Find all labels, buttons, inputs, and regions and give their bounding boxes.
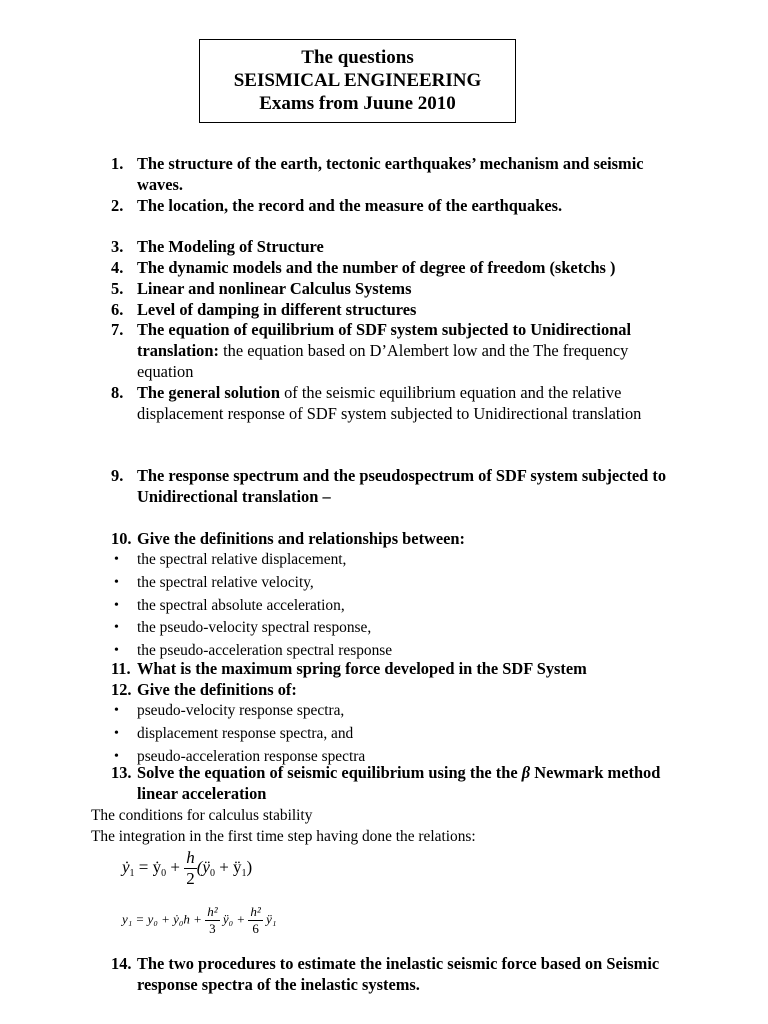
formula-term: (ÿ xyxy=(196,857,210,877)
question-9 xyxy=(111,466,671,508)
formula-fraction xyxy=(248,904,262,937)
question-text: Give the definitions of: xyxy=(137,680,297,699)
question-number: 3. xyxy=(111,237,124,256)
question-14 xyxy=(111,954,671,996)
formula-fraction xyxy=(184,848,197,889)
list-item: • the spectral relative displacement, xyxy=(111,549,392,572)
title-line-1: The questions xyxy=(301,47,414,68)
formula-displacement xyxy=(122,904,276,937)
list-item: • the spectral absolute acceleration, xyxy=(111,595,392,618)
question-number: 13. xyxy=(111,763,132,782)
question-3 xyxy=(111,237,691,258)
title-line-3: Exams from Juune 2010 xyxy=(259,93,456,114)
question-text: The general solution xyxy=(137,383,280,402)
question-detail: the equation based on D’Alembert low and the The frequency equation xyxy=(137,340,629,381)
formula-sub: 0 xyxy=(161,868,167,880)
formula-term: ÿ₁ xyxy=(262,911,277,927)
question-number: 7. xyxy=(111,320,124,339)
question-text: The Modeling of Structure xyxy=(137,237,324,256)
question-text: The two procedures to estimate the inelastic seismic force based on Seismic response spectra of the inelastic systems. xyxy=(137,954,660,994)
formula-term: = ẏ xyxy=(134,857,162,877)
question-text: Linear and nonlinear Calculus Systems xyxy=(137,279,412,298)
beta-symbol: β xyxy=(521,763,531,782)
question-text: The response spectrum and the pseudospectrum of SDF system subjected to Unidirectional translation – xyxy=(137,466,667,506)
fraction-den: 2 xyxy=(186,869,195,888)
question-text: Level of damping in different structures xyxy=(137,300,417,319)
question-1 xyxy=(111,154,691,196)
bullet-list-12 xyxy=(111,700,365,768)
bullet-list-10 xyxy=(111,549,392,663)
list-item: • pseudo-acceleration response spectra xyxy=(111,746,365,769)
question-number: 10. xyxy=(111,529,132,548)
question-text: What is the maximum spring force developed in the SDF System xyxy=(137,659,587,678)
fraction-num: h² xyxy=(250,904,261,919)
question-7 xyxy=(111,320,681,382)
question-number: 4. xyxy=(111,258,124,277)
formula-velocity xyxy=(122,848,252,889)
title-box xyxy=(199,39,516,123)
question-number: 6. xyxy=(111,300,124,319)
question-text: The structure of the earth, tectonic earthquakes’ mechanism and seismic waves. xyxy=(137,154,644,194)
integration-line: The integration in the first time step having done the relations: xyxy=(91,828,476,845)
fraction-num: h² xyxy=(207,904,218,919)
question-number: 11. xyxy=(111,659,131,678)
formula-term: + ÿ xyxy=(214,857,242,877)
question-number: 12. xyxy=(111,680,132,699)
question-number: 5. xyxy=(111,279,124,298)
question-12 xyxy=(111,680,691,701)
formula-sub: 1 xyxy=(241,868,247,880)
question-text: Give the definitions and relationships between: xyxy=(137,529,465,548)
question-11 xyxy=(111,659,691,680)
list-item: • the spectral relative velocity, xyxy=(111,572,392,595)
title-line-2: SEISMICAL ENGINEERING xyxy=(233,70,482,91)
question-number: 2. xyxy=(111,196,124,215)
formula-term: ) xyxy=(246,857,253,877)
question-number: 8. xyxy=(111,383,124,402)
formula-sub: 0 xyxy=(209,868,215,880)
question-detail: of the seismic equilibrium equation and the relative displacement response of SDF system subjected to Unidirectional translation xyxy=(137,383,642,423)
question-text: The dynamic models and the number of degree of freedom (sketchs ) xyxy=(137,258,616,277)
list-item: • displacement response spectra, and xyxy=(111,723,365,746)
question-13 xyxy=(111,763,671,805)
question-text-cont: Newmark method linear acceleration xyxy=(137,763,661,803)
fraction-num: h xyxy=(186,848,195,867)
list-item: • pseudo-velocity response spectra, xyxy=(111,700,365,723)
fraction-den: 6 xyxy=(252,921,259,936)
formula-term: + xyxy=(166,857,185,877)
question-number: 1. xyxy=(111,154,124,173)
list-item: • the pseudo-acceleration spectral response xyxy=(111,640,392,663)
question-8 xyxy=(111,383,691,425)
question-text: Solve the equation of seismic equilibrium using the the xyxy=(137,763,518,782)
formula-sub: 1 xyxy=(129,868,135,880)
question-number: 9. xyxy=(111,466,124,485)
stability-line: The conditions for calculus stability xyxy=(91,807,313,824)
formula-fraction xyxy=(205,904,219,937)
formula-term: ẏ xyxy=(122,857,130,877)
question-2 xyxy=(111,196,691,217)
question-10 xyxy=(111,529,691,550)
question-text: The equation of equilibrium of SDF system subjected to Unidirectional translation: xyxy=(137,320,632,360)
list-item: • the pseudo-velocity spectral response, xyxy=(111,617,392,640)
question-text: The location, the record and the measure of the earthquakes. xyxy=(137,196,563,215)
question-4 xyxy=(111,258,691,279)
formula-term: y₁ = y₀ + ẏ₀h + xyxy=(122,911,206,927)
question-6 xyxy=(111,300,691,321)
formula-term: ÿ₀ + xyxy=(219,911,249,927)
question-number: 14. xyxy=(111,954,132,973)
fraction-den: 3 xyxy=(209,921,216,936)
question-5 xyxy=(111,279,691,300)
